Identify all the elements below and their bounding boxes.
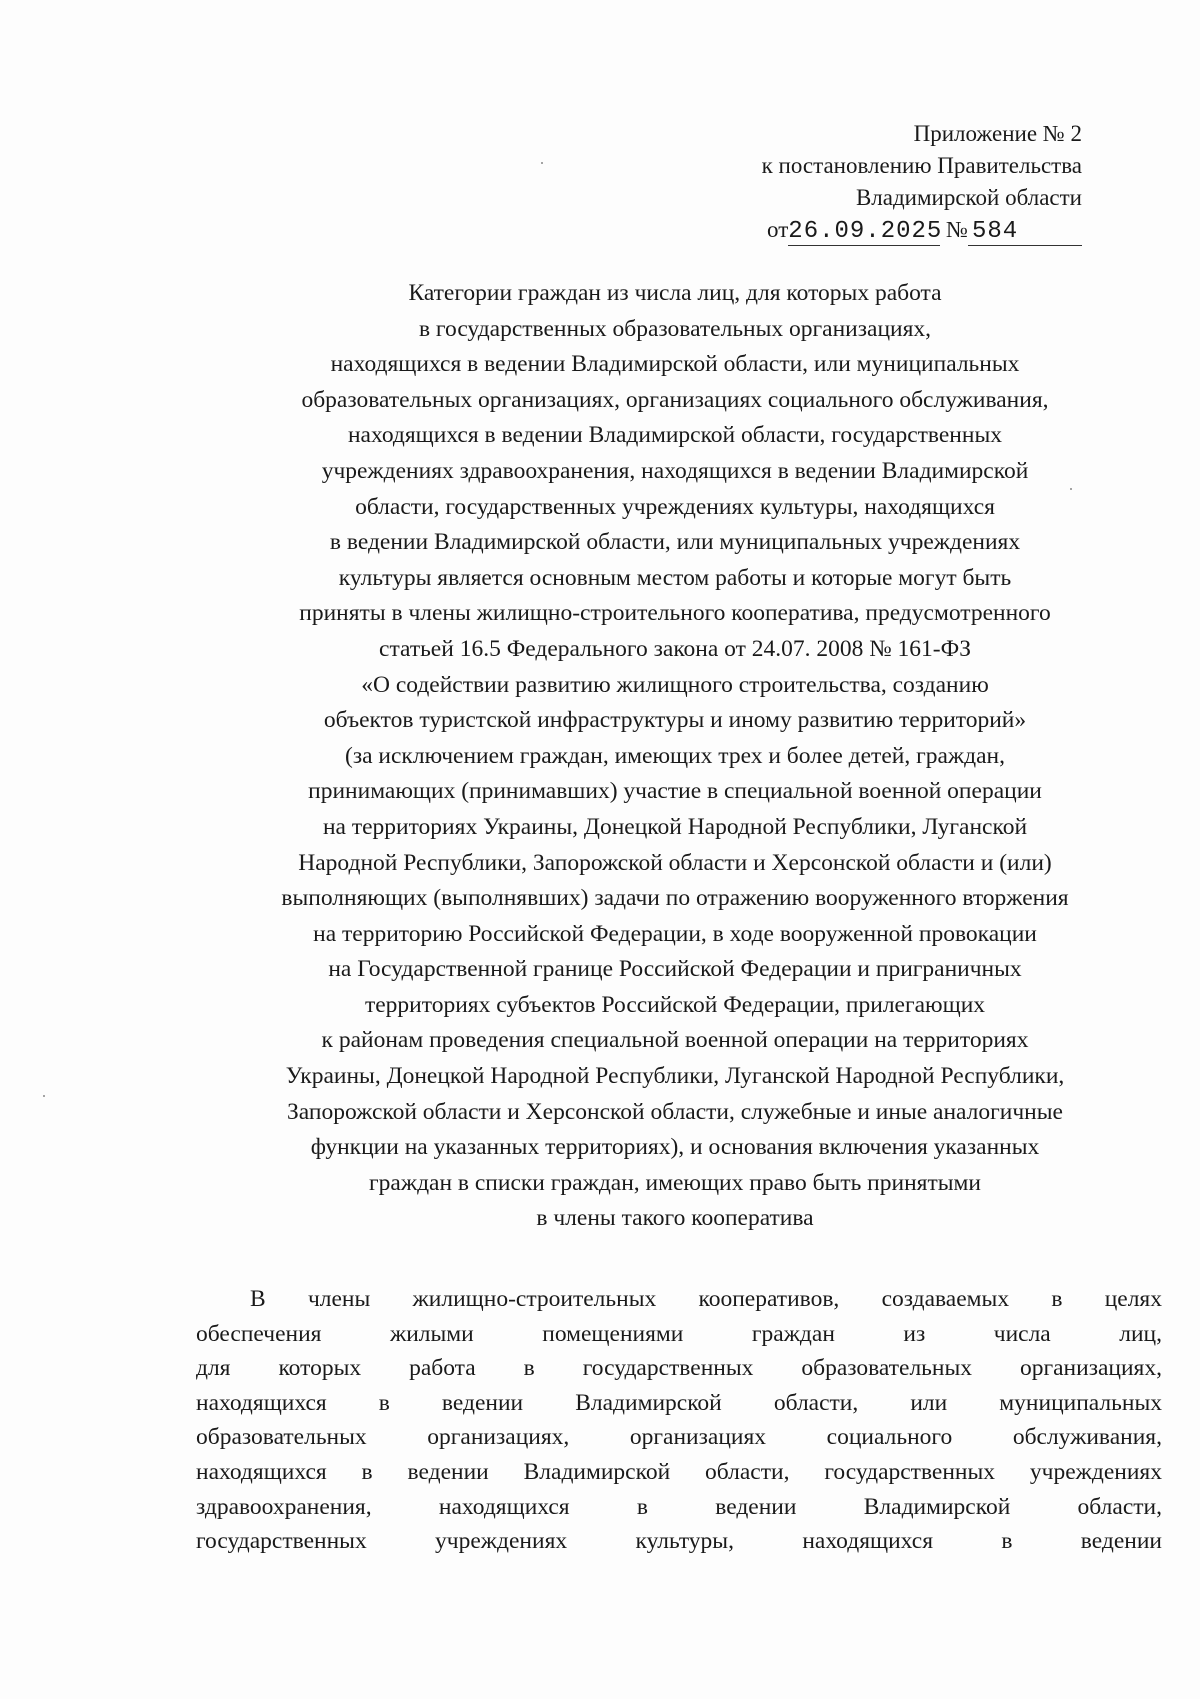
title-line: в ведении Владимирской области, или муниципальных учреждениях [329, 529, 1021, 556]
title-line: функции на указанных территориях), и основания включения указанных [310, 1134, 1040, 1161]
body-line: образовательных организациях, организациях социального обслуживания, [196, 1424, 1162, 1451]
appendix-region: Владимирской области [855, 185, 1082, 210]
number-prefix: № [946, 217, 968, 242]
title-line: на территориях Украины, Донецкой Народной Республики, Луганской [322, 813, 1028, 840]
scan-speck [541, 162, 543, 164]
title-line: на Государственной границе Российской Федерации и приграничных [328, 956, 1022, 983]
document-body [196, 1282, 1162, 1559]
resolution-date: 26.09.2025 [788, 218, 943, 245]
body-line: находящихся в ведении Владимирской области, государственных учреждениях [196, 1458, 1162, 1485]
title-line: Категории граждан из числа лиц, для которых работа [408, 280, 942, 306]
appendix-number: Приложение № 2 [913, 121, 1082, 146]
title-line: к районам проведения специальной военной операции на территориях [321, 1027, 1029, 1054]
scan-speck [43, 1095, 45, 1097]
body-line: здравоохранения, находящихся в ведении Владимирской области, [196, 1493, 1162, 1520]
title-line: Народной Республики, Запорожской области и Херсонской области и (или) [298, 849, 1052, 876]
title-line: учреждениях здравоохранения, находящихся в ведении Владимирской [321, 457, 1029, 484]
appendix-header [722, 118, 1082, 246]
body-line: В члены жилищно-строительных кооперативов, создаваемых в целях [250, 1286, 1162, 1312]
document-title [170, 276, 1180, 1237]
body-line: для которых работа в государственных образовательных организациях, [196, 1355, 1162, 1382]
title-line: на территорию Российской Федерации, в ходе вооруженной провокации [313, 920, 1037, 947]
title-line: в государственных образовательных организациях, [418, 315, 932, 342]
title-line: образовательных организациях, организациях социального обслуживания, [301, 386, 1049, 413]
title-line: «О содействии развитию жилищного строительства, созданию [361, 671, 989, 698]
body-line: государственных учреждениях культуры, находящихся в ведении [196, 1528, 1162, 1555]
title-line: принимающих (принимавших) участие в специальной военной операции [308, 778, 1042, 805]
date-prefix: от [767, 217, 789, 242]
title-line: области, государственных учреждениях культуры, находящихся [355, 493, 995, 520]
title-line: находящихся в ведении Владимирской области, или муниципальных [330, 351, 1020, 378]
title-line: выполняющих (выполнявших) задачи по отражению вооруженного вторжения [281, 885, 1069, 912]
title-line: Запорожской области и Херсонской области, служебные и иные аналогичные [287, 1098, 1063, 1125]
title-line: Украины, Донецкой Народной Республики, Луганской Народной Республики, [285, 1063, 1065, 1090]
title-line: граждан в списки граждан, имеющих право быть принятыми [369, 1169, 981, 1196]
body-line: находящихся в ведении Владимирской области, или муниципальных [196, 1389, 1162, 1416]
title-line: статьей 16.5 Федерального закона от 24.07. 2008 № 161-ФЗ [379, 635, 971, 662]
resolution-number: 584 [968, 219, 1082, 246]
body-line: обеспечения жилыми помещениями граждан из числа лиц, [196, 1320, 1162, 1347]
title-line: в члены такого кооператива [536, 1205, 814, 1232]
appendix-resolution: к постановлению Правительства [761, 153, 1082, 178]
title-line: территориях субъектов Российской Федерации, прилегающих [364, 991, 986, 1018]
title-line: культуры является основным местом работы и которые могут быть [338, 564, 1012, 591]
title-line: приняты в члены жилищно-строительного кооператива, предусмотренного [299, 600, 1051, 627]
title-line: объектов туристской инфраструктуры и иному развитию территорий» [323, 707, 1027, 734]
title-line: (за исключением граждан, имеющих трех и более детей, граждан, [345, 742, 1005, 769]
appendix-date-line [722, 214, 1082, 246]
title-line: находящихся в ведении Владимирской области, государственных [347, 422, 1003, 449]
